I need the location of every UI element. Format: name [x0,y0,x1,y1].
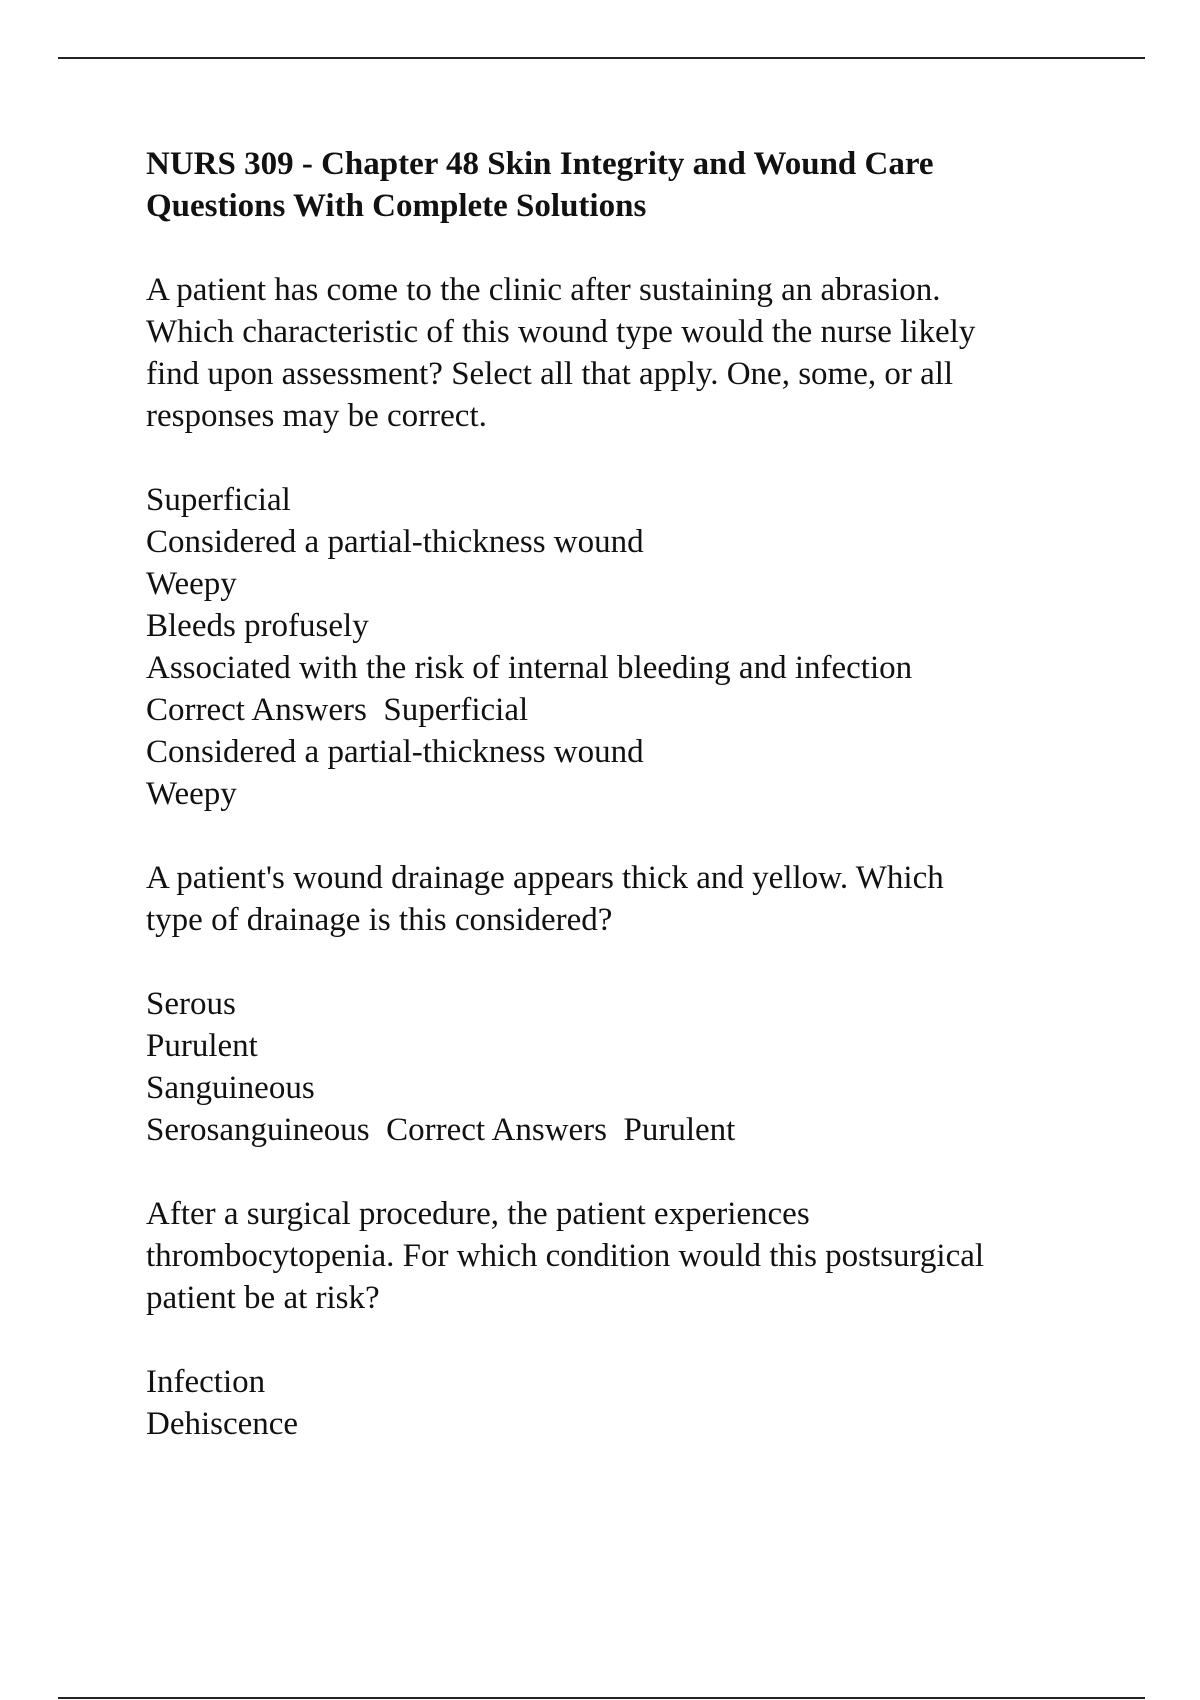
option-line: Purulent [146,1028,258,1064]
option-line: Superficial [146,482,291,518]
document-body [146,143,1106,1487]
answer-options [146,983,1106,1151]
option-line: Considered a partial-thickness wound [146,524,644,560]
top-rule [58,57,1145,59]
option-line: Bleeds profusely [146,608,369,644]
question-2 [146,857,1106,1151]
document-title: NURS 309 - Chapter 48 Skin Integrity and Wound Care Questions With Complete Solutions [146,146,934,224]
question-text: A patient's wound drainage appears thick and yellow. Which type of drainage is this considered? [146,860,944,938]
option-line: Associated with the risk of internal bleeding and infection [146,650,913,686]
question-text: A patient has come to the clinic after sustaining an abrasion. Which characteristic of this wound type would the nurse likely find upon assessment? Select all that apply. One, some, or all responses may be correct. [146,272,976,434]
question-text: After a surgical procedure, the patient experiences thrombocytopenia. For which condition would this postsurgical patient be at risk? [146,1196,985,1316]
question-3 [146,1193,1106,1445]
option-line: Weepy [146,566,237,602]
answer-options [146,1361,1106,1445]
correct-answer-line: Weepy [146,776,237,812]
correct-answer-line: Considered a partial-thickness wound [146,734,644,770]
question-1 [146,269,1106,815]
option-line: Infection [146,1364,266,1400]
correct-answer-line: Serosanguineous Correct Answers Purulent [146,1112,736,1148]
correct-answer-line: Correct Answers Superficial [146,692,529,728]
bottom-rule [58,1697,1145,1699]
answer-options [146,479,1106,815]
option-line: Serous [146,986,236,1022]
option-line: Dehiscence [146,1406,299,1442]
option-line: Sanguineous [146,1070,315,1106]
